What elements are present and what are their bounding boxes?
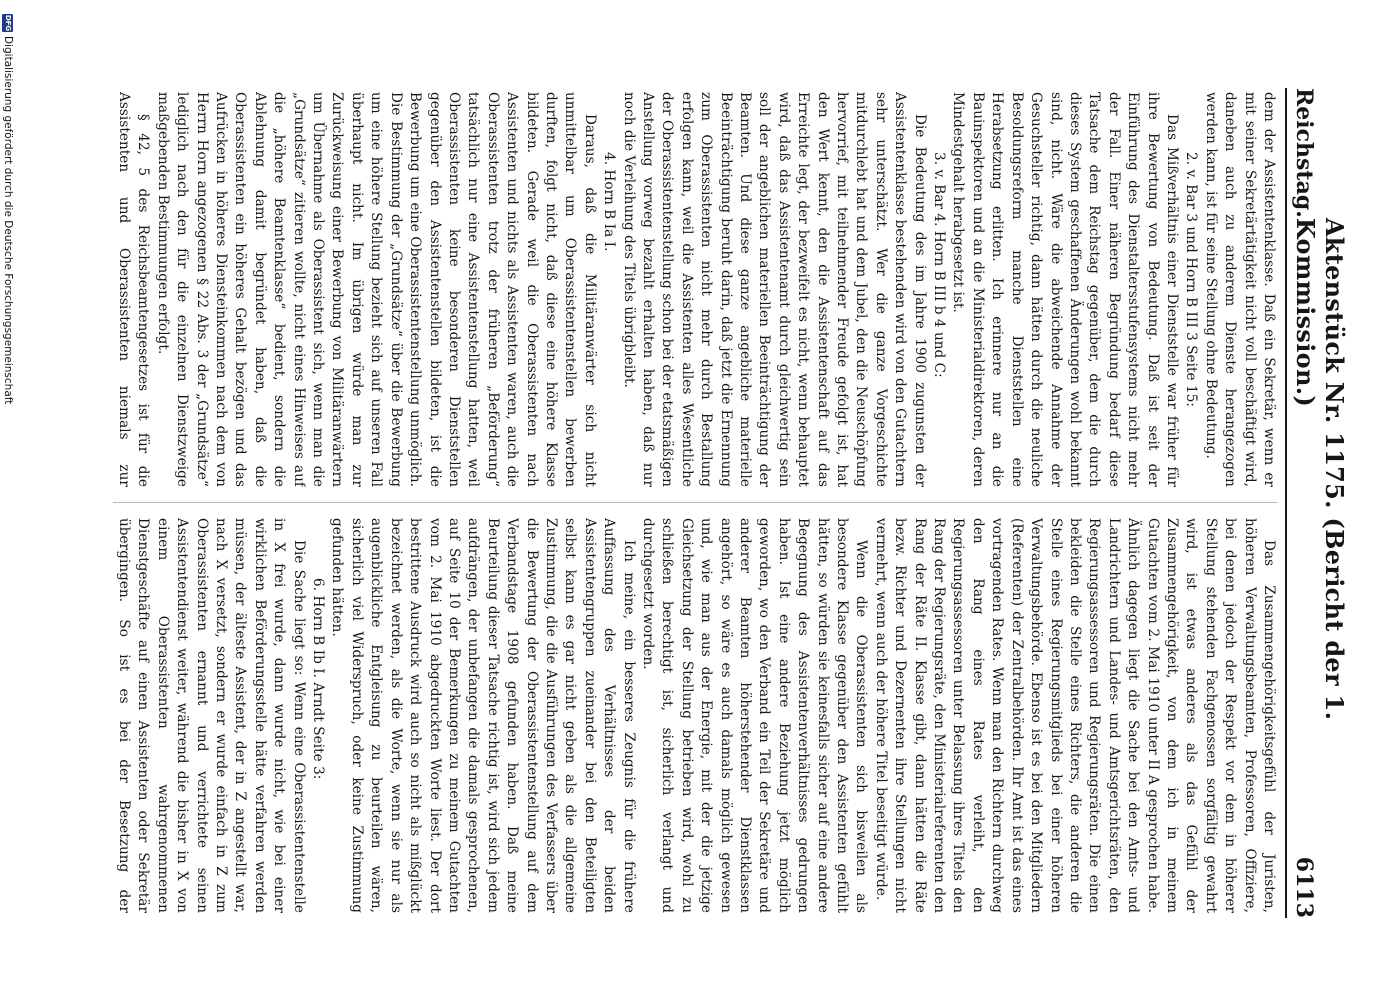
paragraph: Das Zusammengehörigkeitsgefühl der Juristen, höheren Verwaltungsbeamten, Professoren, Offiziere, bei denen jedoch der Respekt vor dem in höherer Stellung stehenden Fachgenossen sorgfältig gewahrt wird, ist etwas anderes als das Gefühl der Zusammengehörigkeit, von dem ich in meinem Gutachten vom 2. Mai 1910 unter II A gesprochen habe. Ähnlich dagegen liegt die Sache bei den Amts- und Landrichtern und Landes- und Amtsgerichtsräten, den Regierungsassessoren und Regierungsräten. Die einen bekleiden die Stelle eines Richters, die anderen die Stelle eines Regierungsmitglieds bei einer höheren Verwaltungsbehörde. Ebenso ist es bei den Mitgliedern (Referenten) der Zentralbehörden. Ihr Amt ist das eines vortragenden Rates. Wenn man den Richtern durchweg den Rang eines Rates verleiht, den Regierungsassessoren unter Belassung ihres Titels den Rang der Regierungsräte, den Ministerialreferenten den Rang der Räte II. Klasse gibt, dann hätten die Räte bezw. Richter und Dezernenten ihre Stellungen nicht vermehrt, wenn auch der höhere Titel beseitigt würde. <box>872 518 1277 913</box>
paragraph: dem der Assistentenklasse. Daß ein Sekretär, wenn er mit seiner Sekretärtätigkeit nicht voll beschäftigt wird, daneben auch zu anderem Dienste herangezogen werden kann, ist für seine Stellung ohne Bedeutung. <box>1202 92 1277 487</box>
left-column <box>113 92 1278 487</box>
paragraph: Die Bedeutung des im Jahre 1900 zugunsten der Assistentenklasse bestehenden wird von den Gutachtern sehr unterschätzt. Wer die ganze Vorgeschichte mitdurchlebt hat und dem Jubel, den die Neuschöpfung hervorrief, mit teilnehmender Freude gefolgt ist, hat den Wert kennt, den die Assistentenschaft auf das Erreichte legt, der bezweifelt es nicht, wenn behauptet wird, daß das Assistentenamt durch gleichwertig sein soll der angeblichen materiellen Beeinträchtigung der Beamten. Und diese ganze angebliche materielle Beeinträchtigung beruht darin, daß jetzt die Ernennung zum Oberassistenten nicht mehr durch Bestallung erfolgen kann, weil die Assistenten alles Wesentliche der Oberassistentenstellung schon bei der etatsmäßigen Anstellung vorweg bezahlt erhalten haben, daß nur noch die Verleihung des Titels übrigbleibt. <box>620 92 928 487</box>
paragraph: Daraus, daß die Militäranwärter sich nicht unmittelbar um Oberassistentenstellen bewerben durften, folgt nicht, daß diese eine höhere Klasse bildeten. Gerade weil die Oberassistenten nach Assistenten und nichts als Assistenten waren, auch die Oberassistenten trotz der früheren „Beförderung“ tatsächlich nur eine Assistentenstellung hatten, weil Oberassistenten keine besonderen Dienststellen gegenüber den Assistentenstellen bildeten, ist die Bewerbung um eine Oberassistentenstellung unmöglich. Die Bestimmung der „Grundsätze“ über die Bewerbung um eine höhere Stellung bezieht sich auf unseren Fall überhaupt nicht. Im übrigen würde man zur Zurückweisung einer Bewerbung von Militäranwärtern um Übernahme als Oberassistent sich, wenn man die „Grundsätze“ zitieren wollte, nicht eines Hinweises auf die „höhere Beamtenklasse“ bedient, sondern die Ablehnung damit begründet haben, daß die Oberassistenten ein höheres Gehalt bezögen und das Aufrücken in höheres Diensteinkommen nach dem von Herrn Horn angezogenen § 22 Abs. 3 der „Grundsätze“ lediglich nach den für die einzelnen Dienstzweige maßgebenden Bestimmungen erfolgt. <box>154 92 598 487</box>
paragraph: Ich meine, ein besseres Zeugnis für die frühere Auffassung des Verhältnisses der beiden Assistentengruppen zueinander bei den Beteiligten selbst kann es gar nicht geben als die allgemeine Zustimmung, die die Ausführungen des Verfassers über die Bewertung der Oberassistentenstellung auf dem Verbandstage 1908 gefunden haben. Daß meine Beurteilung dieser Tatsache richtig ist, wird sich jedem aufdrängen, der unbefangen die damals gesprochenen, auf Seite 10 der Bemerkungen zu meinem Gutachten vom 2. Mai 1910 abgedruckten Worte liest. Der dort bestrittene Ausdruck wird auch so nicht als mißglückt bezeichnet werden, als die Worte, wenn sie nur als augenblickliche Entgleisung zu beurteilen wären, sicherlich viel Widerspruch, oder keine Zustimmung gefunden hätten. <box>329 518 637 913</box>
page-header <box>1285 88 1349 918</box>
page-footer <box>1 0 15 1000</box>
right-column <box>113 518 1278 913</box>
section-heading: 6. Horn B Ib I. Arndt Seite 3: <box>310 578 327 780</box>
header-publication: Reichstag. <box>1291 88 1317 218</box>
digitization-credit: Digitalisierung gefördert durch die Deutsche Forschungsgemeinschaft <box>2 36 14 405</box>
section-heading: 3. v. Bar 4. Horn B III b 4 und C: <box>931 152 948 378</box>
dfg-logo-icon: DFG <box>4 14 13 32</box>
page-number: 6113 <box>1291 856 1317 918</box>
column-separator <box>113 502 1278 503</box>
paragraph: Wenn die Oberassistenten sich bisweilen als besondere Klasse gegenüber den Assistenten gefühlt hätten, so würden sie keinesfalls sicher auf eine andere Begegnung des Assistentenverhältnisses gedrungen haben. Ist eine andere Beziehung jetzt möglich geworden, wo den Verband ein Teil der Sekretäre und anderer Beamten höherstehender Dienstklassen angehört, so wäre es auch damals möglich gewesen und, wie man aus der Energie, mit der die jetzige Gleichsetzung der Stellung betrieben wird, wohl zu schließen berechtigt ist, sicherlich verlangt und durchgesetzt worden. <box>640 518 870 913</box>
header-document-title: Aktenstück Nr. 1175. (Bericht der 1. Kommission.) <box>1291 217 1349 721</box>
paragraph: Das Mißverhältnis einer Dienststelle war früher für ihre Bewertung von Bedeutung. Daß ist seit der Einführung des Dienstaltersstufensystems nicht mehr der Fall. Einer näheren Begründung bedarf diese Tatsache dem Reichstag gegenüber, dem die durch dieses System geschaffenen Änderungen wohl bekannt sind, nicht. Wäre die abweichende Annahme der Gesuchsteller richtig, dann hätten durch die neuliche Besoldungsreform manche Dienststellen eine Herabsetzung erlitten. Ich erinnere nur an die Bauinspektoren und an die Ministerialdirektoren, deren Mindestgehalt herabgesetzt ist. <box>950 92 1180 487</box>
section-heading: 4. Horn B Ia I. <box>601 152 618 252</box>
paragraph: § 42, 5 des Reichsbeamtengesetzes ist für die Assistenten und Oberassistenten niemals zur <box>116 92 152 487</box>
section-heading: 2. v. Bar 3 und Horn B III 3 Seite 15: <box>1183 152 1200 408</box>
paragraph: Die Sache liegt so: Wenn eine Oberassistentenstelle in X frei wurde, dann wurde nicht, wie bei einer wirklichen Beförderungsstelle hätte verfahren werden müssen, der älteste Assistent, der in Z angestellt war, nach X versetzt, sondern er wurde einfach in Z zum Oberassistenten ernannt und verrichtete seinen Assistentendienst weiter, während die bisher in X von einem Oberassistenten wahrgenommenen Dienstgeschäfte auf einen Assistenten oder Sekretär übergingen. So ist es bei der Besetzung der <box>116 518 307 913</box>
